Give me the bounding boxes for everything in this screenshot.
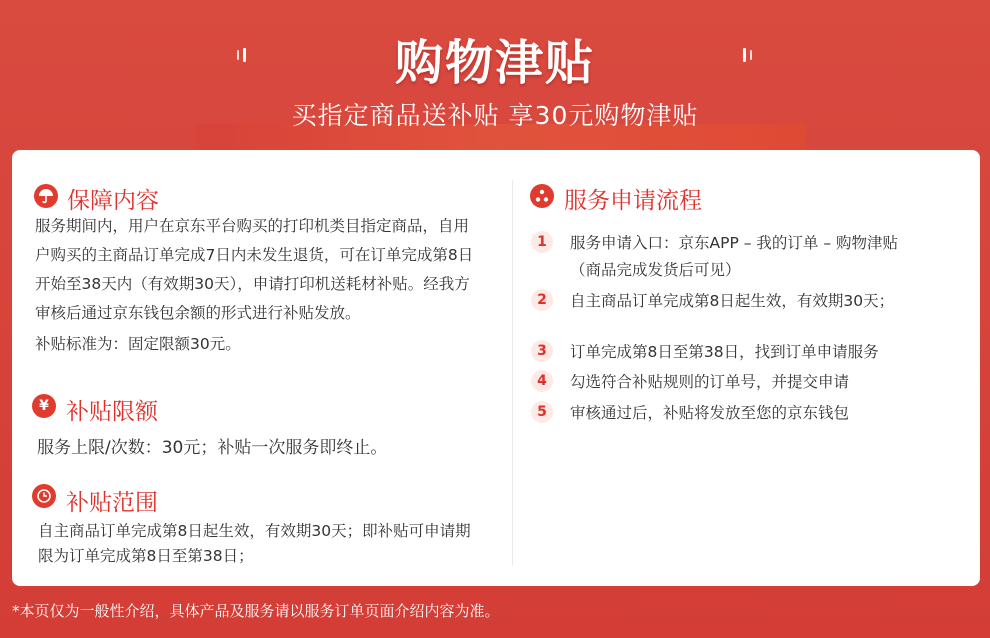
process-step (531, 369, 849, 396)
step-text: 勾选符合补贴规则的订单号，并提交申请 (570, 373, 850, 391)
page-subtitle: 买指定商品送补贴 享30元购物津贴 (291, 101, 699, 130)
step-text: 审核通过后，补贴将发放至您的京东钱包 (570, 404, 850, 422)
section-title-coverage: 保障内容 (67, 188, 159, 214)
step-text: 订单完成第8日至第38日，找到订单申请服务 (570, 343, 879, 361)
column-divider (512, 180, 513, 566)
coverage-line: 户购买的主商品订单完成7日内未发生退货，可在订单完成第8日 (35, 246, 474, 264)
coverage-line: 开始至38天内（有效期30天），申请打印机送耗材补贴。经我方 (35, 275, 470, 293)
scope-description (38, 519, 508, 569)
process-step (531, 288, 894, 315)
section-title-scope: 补贴范围 (66, 490, 158, 516)
process-step (531, 400, 849, 427)
section-title-process: 服务申请流程 (564, 188, 702, 214)
yuan-icon (32, 394, 56, 418)
step-number: 3 (531, 340, 553, 362)
section-title-limit: 补贴限额 (66, 399, 158, 425)
flow-icon (530, 184, 554, 208)
limit-text: 服务上限/次数：30元；补贴一次服务即终止。 (37, 438, 388, 458)
coverage-standard: 补贴标准为：固定限额30元。 (35, 335, 241, 353)
page-title: 购物津贴 (394, 35, 595, 91)
step-number: 1 (531, 231, 553, 253)
coverage-description (35, 212, 505, 359)
step-text: 自主商品订单完成第8日起生效，有效期30天； (570, 292, 895, 310)
scope-line: 限为订单完成第8日至第38日； (38, 547, 254, 565)
umbrella-icon (34, 184, 58, 208)
step-content (570, 230, 898, 284)
coverage-line: 审核后通过京东钱包余额的形式进行补贴发放。 (35, 304, 361, 322)
step-text: 服务申请入口：京东APP – 我的订单 – 购物津贴 (570, 234, 899, 252)
yuan-glyph: ¥ (39, 398, 49, 414)
process-step (531, 339, 879, 366)
step-subtext: （商品完成发货后可见） (570, 261, 741, 279)
step-number: 5 (531, 401, 553, 423)
coverage-line: 服务期间内，用户在京东平台购买的打印机类目指定商品，自用 (35, 217, 470, 235)
clock-icon (32, 484, 56, 508)
step-number: 4 (531, 370, 553, 392)
scope-line: 自主商品订单完成第8日起生效，有效期30天；即补贴可申请期 (38, 522, 471, 540)
footnote: *本页仅为一般性介绍，具体产品及服务请以服务订单页面介绍内容为准。 (12, 602, 500, 620)
process-step (531, 230, 898, 284)
step-number: 2 (531, 289, 553, 311)
